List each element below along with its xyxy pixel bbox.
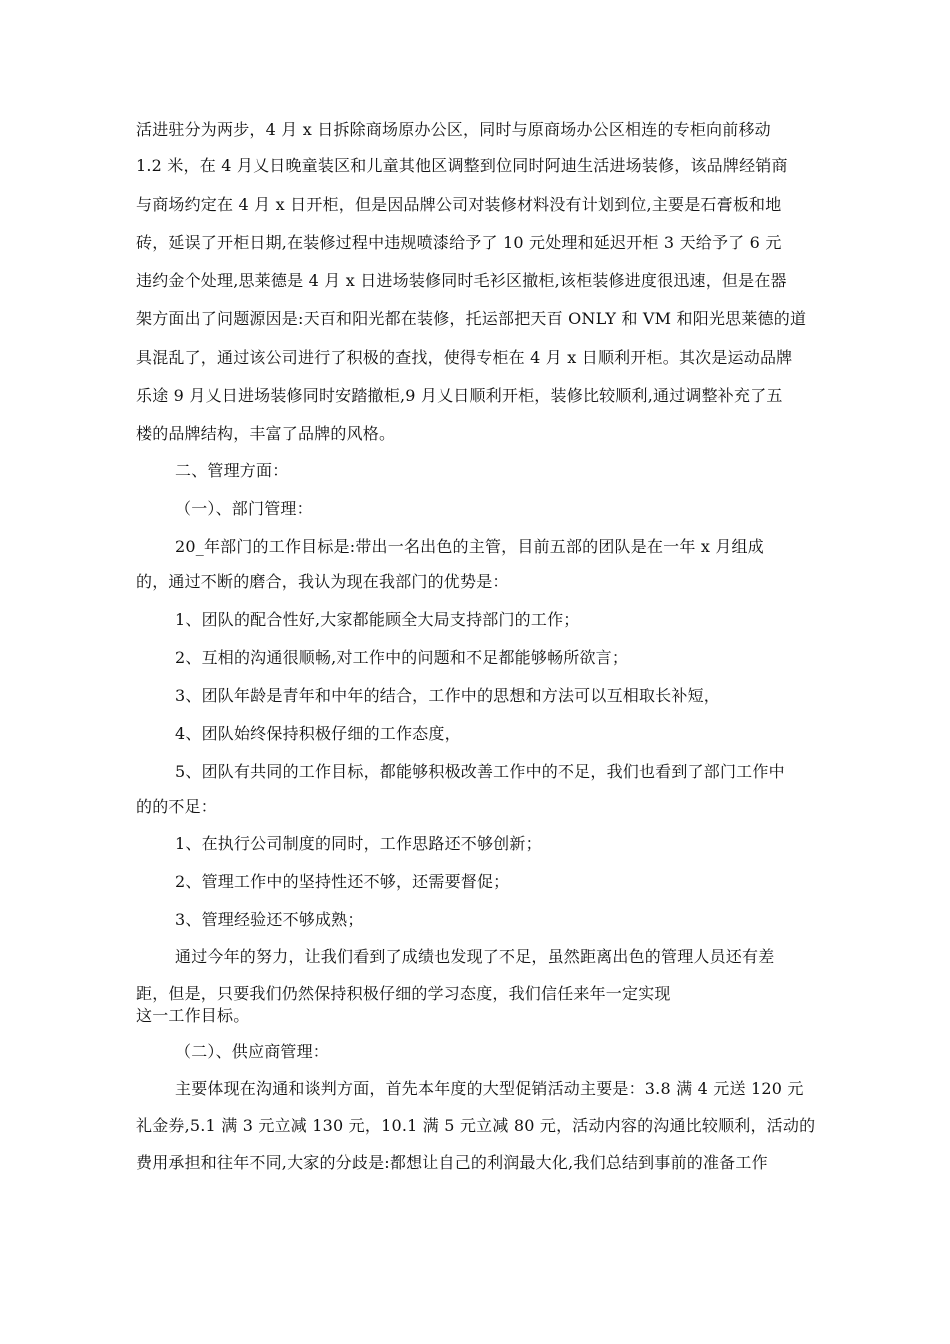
subsection-heading: （一）、部门管理： bbox=[175, 499, 313, 518]
text-line: 礼金券,5.1 满 3 元立减 130 元，10.1 满 5 元立减 80 元，活动内容的沟通比较顺利，活动的 bbox=[136, 1116, 816, 1135]
list-item: 5、团队有共同的工作目标，都能够积极改善工作中的不足，我们也看到了部门工作中 bbox=[175, 762, 785, 781]
text-line: 费用承担和往年不同,大家的分歧是:都想让自己的利润最大化,我们总结到事前的准备工作 bbox=[136, 1153, 768, 1172]
subsection-heading: （二）、供应商管理： bbox=[175, 1042, 330, 1061]
text-line: 楼的品牌结构，丰富了品牌的风格。 bbox=[136, 424, 396, 443]
list-item: 4、团队始终保持积极仔细的工作态度， bbox=[175, 724, 461, 743]
text-line: 20_年部门的工作目标是:带出一名出色的主管，目前五部的团队是在一年 x 月组成 bbox=[175, 537, 764, 556]
text-line: 乐途 9 月乂日进场装修同时安踏撤柜,9 月乂日顺利开柜，装修比较顺利,通过调整补充了五 bbox=[136, 386, 783, 405]
list-item: 1、团队的配合性好,大家都能顾全大局支持部门的工作； bbox=[175, 610, 580, 629]
text-line: 的，通过不断的磨合，我认为现在我部门的优势是： bbox=[136, 572, 509, 591]
list-item: 3、团队年龄是青年和中年的结合，工作中的思想和方法可以互相取长补短， bbox=[175, 686, 720, 705]
text-line: 违约金个处理,思莱德是 4 月 x 日进场装修同时毛衫区撤柜,该柜装修进度很迅速，但是在器 bbox=[136, 271, 787, 290]
text-line: 架方面出了问题源因是:天百和阳光都在装修，托运部把天百 ONLY 和 VM 和阳光思莱德的道 bbox=[136, 309, 807, 328]
text-line: 通过今年的努力，让我们看到了成绩也发现了不足，虽然距离出色的管理人员还有差 bbox=[175, 947, 775, 966]
list-item: 2、管理工作中的坚持性还不够，还需要督促； bbox=[175, 872, 510, 891]
text-line: 砖，延误了开柜日期,在装修过程中违规喷漆给予了 10 元处理和延迟开柜 3 天给予了 6 元 bbox=[136, 233, 782, 252]
text-line: 1.2 米，在 4 月乂日晚童装区和儿童其他区调整到位同时阿迪生活进场装修，该品牌经销商 bbox=[136, 156, 788, 175]
text-line: 与商场约定在 4 月 x 日开柜，但是因品牌公司对装修材料没有计划到位,主要是石膏板和地 bbox=[136, 195, 782, 214]
text-line: 距，但是，只要我们仍然保持积极仔细的学习态度，我们信任来年一定实现 bbox=[136, 984, 671, 1003]
text-line: 的的不足： bbox=[136, 797, 218, 816]
list-item: 1、在执行公司制度的同时，工作思路还不够创新； bbox=[175, 834, 542, 853]
text-line: 这一工作目标。 bbox=[136, 1006, 250, 1025]
list-item: 3、管理经验还不够成熟； bbox=[175, 910, 364, 929]
text-line: 主要体现在沟通和谈判方面，首先本年度的大型促销活动主要是：3.8 满 4 元送 120 元 bbox=[175, 1079, 804, 1098]
text-line: 活进驻分为两步，4 月 x 日拆除商场原办公区，同时与原商场办公区相连的专柜向前移动 bbox=[136, 120, 771, 139]
section-heading: 二、管理方面： bbox=[175, 461, 289, 480]
text-line: 具混乱了，通过该公司进行了积极的查找，使得专柜在 4 月 x 日顺利开柜。其次是运动品牌 bbox=[136, 348, 793, 367]
list-item: 2、互相的沟通很顺畅,对工作中的问题和不足都能够畅所欲言； bbox=[175, 648, 629, 667]
